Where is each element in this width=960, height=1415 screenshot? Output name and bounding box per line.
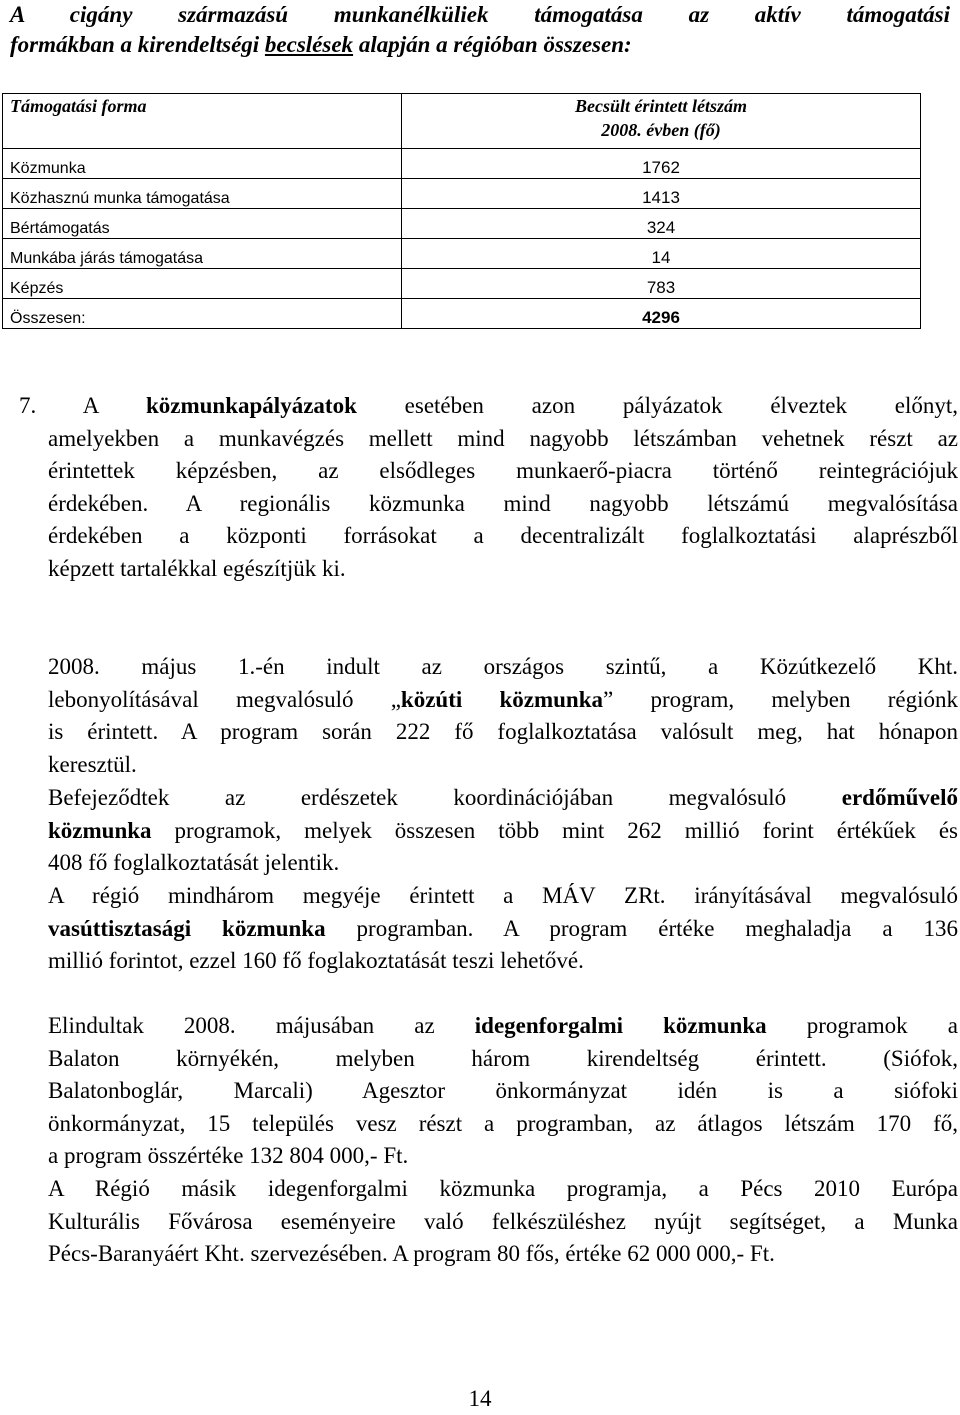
heading-underlined-word: becslések — [264, 32, 354, 57]
paragraph-line — [48, 782, 958, 815]
table-row — [3, 209, 921, 239]
heading-text: alapján a régióban összesen: — [353, 32, 632, 57]
paragraph-line: 2008. május 1.-én indult az országos szintű, a Közútkezelő Kht. — [48, 654, 958, 679]
heading-line-2 — [10, 30, 950, 60]
row-value: 1413 — [402, 179, 921, 209]
paragraph-line — [48, 913, 958, 946]
paragraph-line: Balaton környékén, melyben három kirendeltség érintett. (Siófok, — [48, 1045, 958, 1071]
paragraph-line — [48, 684, 958, 717]
row-form: Munkába járás támogatása — [3, 239, 402, 269]
total-value: 4296 — [402, 299, 921, 329]
paragraph-line: érintettek képzésben, az elsődleges munkaerő-piacra történő reintegrációjuk — [48, 458, 958, 483]
paragraph-line: érdekében a központi forrásokat a decentralizált foglalkoztatási alaprészből — [48, 523, 958, 548]
paragraph-line: A régió mindhárom megyéje érintett a MÁV ZRt. irányításával megvalósuló — [48, 883, 958, 908]
list-number: 7. A — [19, 393, 99, 418]
bold-term: erdőművelő — [841, 785, 958, 810]
page-number: 14 — [468, 1386, 492, 1411]
paragraph-text: esetében azon pályázatok élveztek előnyt, — [356, 393, 959, 418]
row-value: 324 — [402, 209, 921, 239]
bold-term: közúti közmunka — [400, 686, 604, 712]
total-label: Összesen: — [3, 299, 402, 329]
column-header-form: Támogatási forma — [3, 94, 402, 149]
column-header-estimate-line1: Becsült érintett létszám — [574, 96, 747, 116]
paragraph-text: lebonyolításával megvalósuló „ — [48, 686, 401, 712]
paragraph-line — [48, 815, 958, 848]
bold-term: közmunka — [48, 817, 152, 843]
row-form: Képzés — [3, 269, 402, 299]
paragraph-text: Befejeződtek az erdészetek koordinációjában megvalósuló — [48, 785, 842, 810]
paragraph-text: programok a — [766, 1013, 958, 1038]
column-header-estimate — [402, 94, 921, 149]
row-value: 14 — [402, 239, 921, 269]
paragraph-tourism-public-works — [48, 1010, 958, 1173]
paragraph-line: önkormányzat, 15 település vesz részt a programban, az átlagos létszám 170 fő, — [48, 1110, 958, 1136]
paragraph-line: Balatonboglár, Marcali) Agesztor önkormányzat idén is a siófoki — [48, 1078, 958, 1103]
paragraph-text: programban. A program értéke meghaladja a 136 — [325, 915, 958, 941]
column-header-estimate-line2: 2008. évben (fő) — [601, 120, 721, 140]
paragraph-railway-public-works — [48, 880, 958, 978]
bold-term: vasúttisztasági közmunka — [48, 915, 326, 941]
row-form: Közhasznú munka támogatása — [3, 179, 402, 209]
paragraph-line: amelyekben a munkavégzés mellett mind nagyobb létszámban vehetnek részt az — [48, 425, 958, 451]
row-value: 1762 — [402, 149, 921, 179]
bold-term: idegenforgalmi közmunka — [474, 1013, 767, 1038]
table-total-row — [3, 299, 921, 329]
paragraph-line — [19, 390, 959, 423]
table-row — [3, 149, 921, 179]
paragraph-line: millió forintot, ezzel 160 fő foglakoztatását teszi lehetővé. — [48, 948, 584, 973]
paragraph-line: keresztül. — [48, 751, 137, 777]
paragraph-public-works-tenders — [19, 390, 959, 585]
heading-line-1: A cigány származású munkanélküliek támogatása az aktív támogatási — [10, 2, 950, 27]
paragraph-line: A Régió másik idegenforgalmi közmunka programja, a Pécs 2010 Európa — [48, 1176, 958, 1201]
paragraph-line: Pécs-Baranyáért Kht. szervezésében. A program 80 fős, értéke 62 000 000,- Ft. — [48, 1241, 775, 1266]
heading-text: formákban a kirendeltségi — [10, 32, 265, 57]
paragraph-line: is érintett. A program során 222 fő foglalkoztatása valósult meg, hat hónapon — [48, 719, 958, 744]
support-forms-table — [2, 93, 921, 329]
bold-term: közmunkapályázatok — [145, 393, 357, 418]
paragraph-line: a program összértéke 132 804 000,- Ft. — [48, 1143, 409, 1168]
paragraph-line — [48, 1010, 958, 1043]
table-row — [3, 239, 921, 269]
paragraph-road-public-works — [48, 651, 958, 781]
paragraph-forestry-public-works — [48, 782, 958, 880]
paragraph-pecs-2010 — [48, 1173, 958, 1271]
paragraph-line: Kulturális Fővárosa eseményeire való felkészüléshez nyújt segítséget, a Munka — [48, 1208, 958, 1234]
table-header-row — [3, 94, 921, 149]
table-row — [3, 269, 921, 299]
paragraph-line: képzett tartalékkal egészítjük ki. — [48, 555, 346, 581]
row-form: Bértámogatás — [3, 209, 402, 239]
table-row — [3, 179, 921, 209]
row-value: 783 — [402, 269, 921, 299]
row-form: Közmunka — [3, 149, 402, 179]
paragraph-text: ” program, melyben régiónk — [603, 686, 958, 712]
paragraph-line: érdekében. A regionális közmunka mind nagyobb létszámú megvalósítása — [48, 490, 958, 516]
paragraph-line: 408 fő foglalkoztatását jelentik. — [48, 850, 340, 875]
paragraph-text: programok, melyek összesen több mint 262 millió forint értékűek és — [151, 817, 958, 843]
section-heading — [10, 0, 950, 60]
paragraph-text: Elindultak 2008. májusában az — [48, 1013, 475, 1038]
